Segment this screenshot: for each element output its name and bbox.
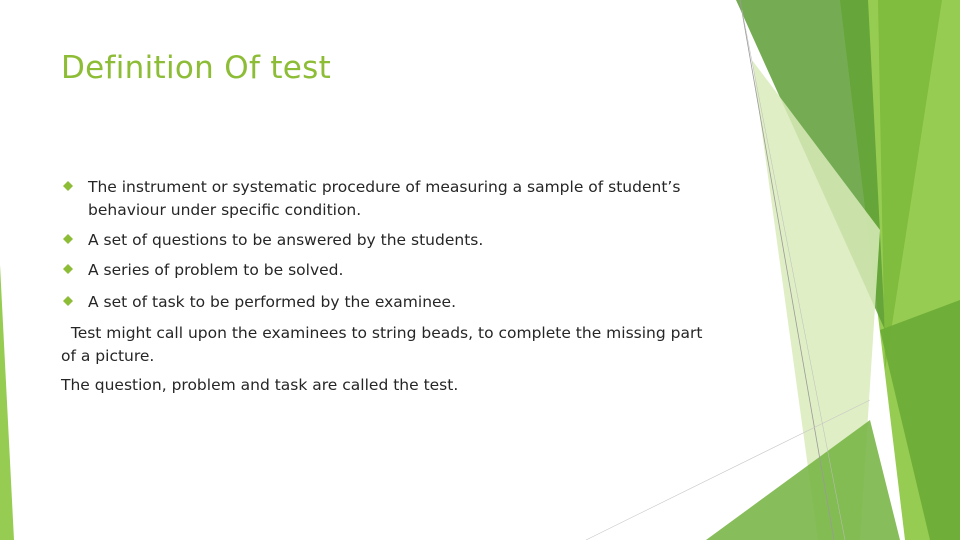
bullet-text: A series of problem to be solved. — [88, 261, 344, 279]
diamond-bullet-icon — [63, 181, 73, 191]
diamond-bullet-icon — [63, 296, 73, 306]
diamond-bullet-icon — [63, 264, 73, 274]
bullet-text: The instrument or systematic procedure of measuring a sample of student’s behaviour under specific condition. — [88, 178, 681, 219]
bullet-text: A set of task to be performed by the examinee. — [88, 293, 457, 311]
slide-title: Definition Of test — [61, 50, 332, 86]
body-paragraph: The question, problem and task are called the test. — [61, 376, 459, 394]
diamond-bullet-icon — [63, 234, 73, 244]
bullet-text: A set of questions to be answered by the students. — [88, 231, 484, 249]
body-paragraph: Test might call upon the examinees to string beads, to complete the missing part of a picture. — [61, 324, 708, 365]
